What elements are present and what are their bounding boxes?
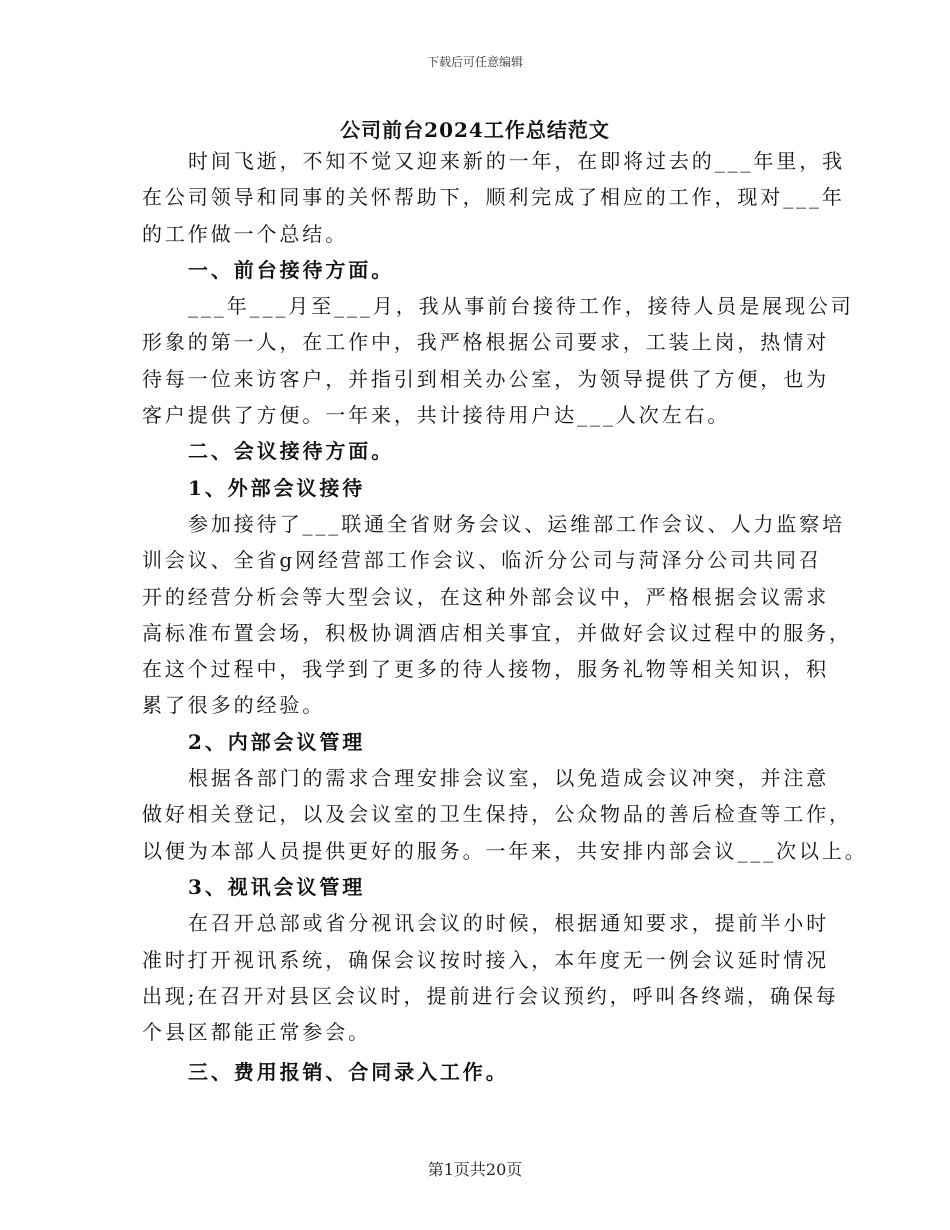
subsection-heading: 1、外部会议接待	[188, 475, 366, 500]
paragraph-line: 高标准布置会场，积极协调酒店相关事宜，并做好会议过程中的服务，	[142, 620, 852, 645]
paragraph-line: 形象的第一人，在工作中，我严格根据公司要求，工装上岗，热情对	[142, 330, 829, 355]
paragraph-line: 在这个过程中，我学到了更多的待人接物，服务礼物等相关知识，积	[142, 657, 829, 682]
header-note: 下载后可任意编辑	[426, 55, 523, 69]
subsection-heading: 2、内部会议管理	[188, 729, 366, 754]
paragraph-line: ___年___月至___月，我从事前台接待工作，接待人员是展现公司	[188, 294, 854, 319]
section-heading: 一、前台接待方面。	[188, 257, 395, 282]
paragraph-line: 的工作做一个总结。	[142, 221, 349, 246]
paragraph-line: 出现;在召开对县区会议时，提前进行会议预约，呼叫各终端，确保每	[142, 983, 839, 1008]
paragraph-line: 准时打开视讯系统，确保会议按时接入，本年度无一例会议延时情况	[142, 947, 829, 972]
section-heading: 三、费用报销、合同录入工作。	[188, 1060, 509, 1085]
paragraph-line: 做好相关登记，以及会议室的卫生保持，公众物品的善后检查等工作，	[142, 802, 852, 827]
paragraph-line: 开的经营分析会等大型会议，在这种外部会议中，严格根据会议需求	[142, 584, 829, 609]
paragraph-line: 客户提供了方便。一年来，共计接待用户达___人次左右。	[142, 403, 731, 428]
section-heading: 二、会议接待方面。	[188, 439, 395, 464]
subsection-heading: 3、视讯会议管理	[188, 874, 366, 899]
document-body	[142, 143, 868, 1091]
paragraph-line: 待每一位来访客户，并指引到相关办公室，为领导提供了方便，也为	[142, 366, 829, 391]
document-title: 公司前台2024工作总结范文	[340, 118, 610, 142]
paragraph-line: 累了很多的经验。	[142, 693, 326, 718]
paragraph-line: 个县区都能正常参会。	[142, 1020, 371, 1045]
paragraph-line: 时间飞逝，不知不觉又迎来新的一年，在即将过去的___年里，我	[188, 149, 845, 173]
page-number-footer: 第1页共20页	[427, 1160, 523, 1179]
paragraph-line: 在召开总部或省分视讯会议的时候，根据通知要求，提前半小时	[188, 911, 830, 936]
paragraph-line: 训会议、全省g网经营部工作会议、临沂分公司与菏泽分公司共同召	[142, 548, 822, 573]
paragraph-line: 参加接待了___联通全省财务会议、运维部工作会议、人力监察培	[188, 511, 845, 536]
paragraph-line: 在公司领导和同事的关怀帮助下，顺利完成了相应的工作，现对___年	[142, 185, 845, 210]
paragraph-line: 根据各部门的需求合理安排会议室，以免造成会议冲突，并注意	[188, 766, 830, 791]
paragraph-line: 以便为本部人员提供更好的服务。一年来，共安排内部会议___次以上。	[142, 838, 868, 863]
